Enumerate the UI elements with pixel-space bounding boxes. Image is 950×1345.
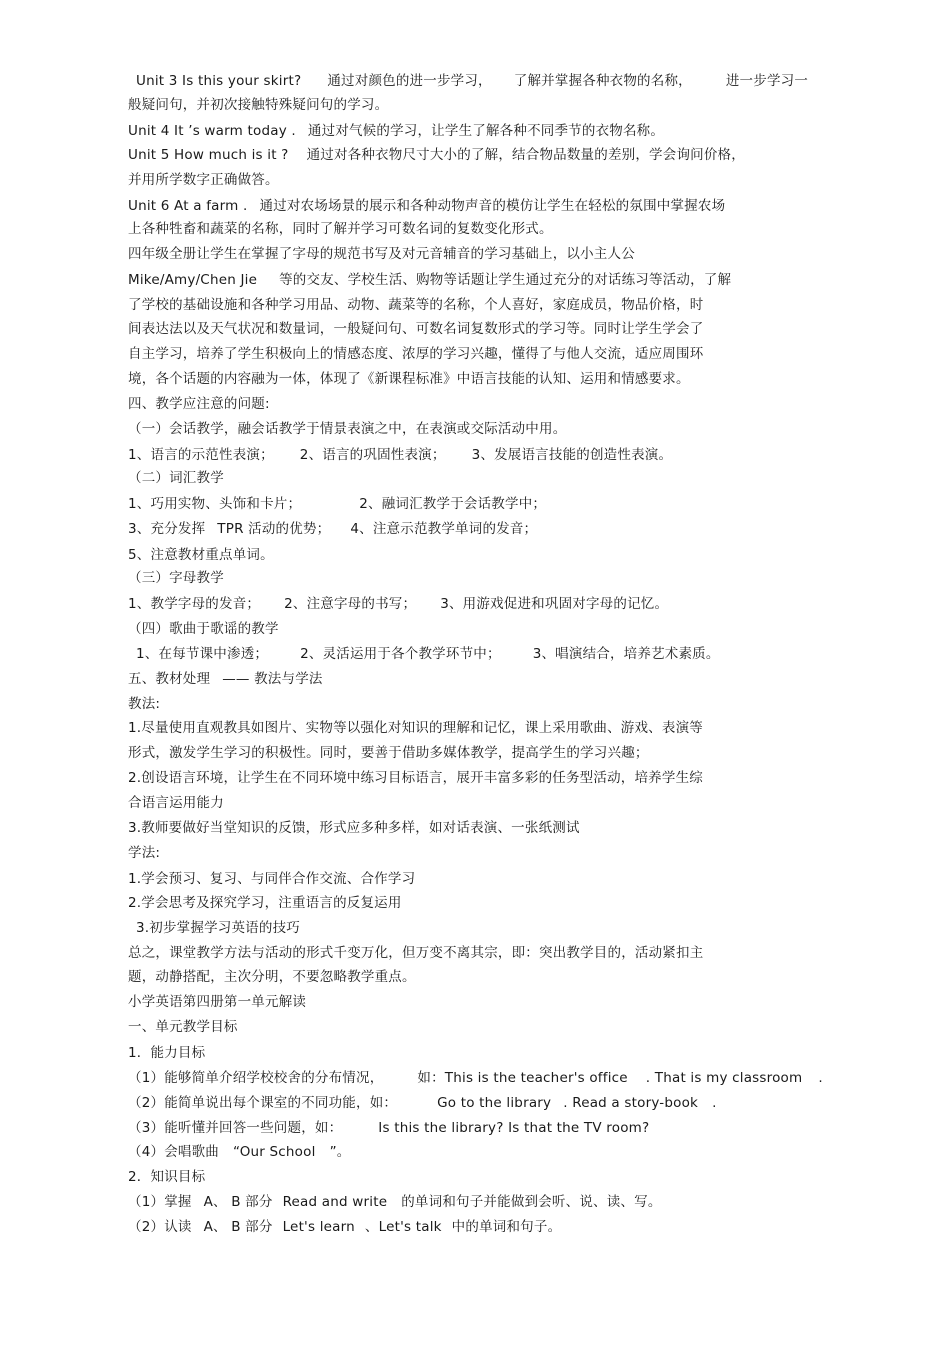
text-line bbox=[128, 1094, 717, 1112]
text-segment: Read and write bbox=[282, 1194, 388, 1210]
text-segment: 境，各个话题的内容融为一体，体现了《新课程标准》中语言技能的认知、运用和情感要求。 bbox=[128, 371, 690, 387]
text-line bbox=[128, 370, 690, 388]
text-line bbox=[128, 1218, 561, 1236]
list-item: （2）能简单说出每个课室的不同功能，如： bbox=[128, 1095, 398, 1111]
list-item: 3、唱演结合，培养艺术素质。 bbox=[532, 646, 720, 662]
unit-5-title: Unit 5 How much is it ? bbox=[128, 147, 289, 163]
list-item: 2、语言的巩固性表演； bbox=[299, 447, 446, 463]
text-segment: 1.尽量使用直观教具如图片、实物等以强化对知识的理解和记忆，课上采用歌曲、游戏、表演等 bbox=[128, 720, 703, 736]
text-segment: 1.学会预习、复习、与同伴合作交流、合作学习 bbox=[128, 871, 416, 887]
text-segment: 、Let's talk bbox=[364, 1219, 442, 1235]
text-segment: . Read a story-book bbox=[563, 1095, 699, 1111]
text-segment: 了学校的基础设施和各种学习用品、动物、蔬菜等的名称，个人喜好，家庭成员，物品价格，时 bbox=[128, 297, 704, 313]
text-line bbox=[128, 96, 388, 114]
subsection-heading bbox=[128, 420, 566, 438]
text-segment: 进一步学习一 bbox=[725, 73, 809, 89]
subsection-heading bbox=[128, 569, 224, 587]
text-line bbox=[128, 819, 580, 837]
text-segment: 合语言运用能力 bbox=[128, 795, 224, 811]
text-line bbox=[128, 220, 553, 238]
text-line bbox=[136, 72, 808, 90]
text-line bbox=[128, 146, 745, 164]
text-segment: 题，动静搭配，主次分明，不要忽略教学重点。 bbox=[128, 969, 416, 985]
list-item: （4）会唱歌曲 bbox=[128, 1144, 219, 1160]
list-item: 3、充分发挥 bbox=[128, 521, 206, 537]
subsection-heading bbox=[128, 1168, 205, 1186]
text-segment: 的单词和句子并能做到会听、说、读、写。 bbox=[401, 1194, 662, 1210]
text-segment: 并用所学数字正确做答。 bbox=[128, 172, 279, 188]
text-segment: 上各种牲畜和蔬菜的名称，同时了解并学习可数名词的复数变化形式。 bbox=[128, 221, 553, 237]
list-item: 1、语言的示范性表演； bbox=[128, 447, 274, 463]
text-line bbox=[128, 944, 703, 962]
text-segment: 形式，激发学生学习的积极性。同时，要善于借助多媒体教学，提高学生的学习兴趣； bbox=[128, 745, 649, 761]
text-line bbox=[136, 919, 300, 937]
text-line bbox=[128, 520, 537, 538]
text-line bbox=[128, 1119, 649, 1137]
text-line bbox=[128, 320, 703, 338]
text-segment: 教法: bbox=[128, 696, 161, 712]
text-segment: 一、单元教学目标 bbox=[128, 1019, 238, 1035]
text-segment: 通过对农场场景的展示和各种动物声音的模仿让学生在轻松的氛围中掌握农场 bbox=[259, 198, 726, 214]
subsection-heading bbox=[128, 1044, 205, 1062]
text-line bbox=[128, 1069, 823, 1087]
text-line bbox=[128, 495, 546, 513]
list-item: 2、灵活运用于各个教学环节中； bbox=[300, 646, 501, 662]
text-segment: 中的单词和句子。 bbox=[451, 1219, 562, 1235]
text-line bbox=[128, 968, 416, 986]
list-item: 2、注意字母的书写； bbox=[284, 596, 417, 612]
text-line bbox=[128, 197, 725, 215]
text-segment: 四年级全册让学生在掌握了字母的规范书写及对元音辅音的学习基础上，以小主人公 bbox=[128, 246, 635, 262]
text-segment: 通过对各种衣物尺寸大小的了解，结合物品数量的差别，学会询问价格， bbox=[306, 147, 745, 163]
text-line bbox=[128, 769, 703, 787]
section-heading bbox=[128, 670, 323, 688]
text-line bbox=[128, 844, 160, 862]
section-heading bbox=[128, 1018, 238, 1036]
text-line bbox=[128, 345, 703, 363]
text-line bbox=[128, 546, 274, 564]
text-segment: 2．知识目标 bbox=[128, 1169, 206, 1185]
text-segment: 般疑问句，并初次接触特殊疑问句的学习。 bbox=[128, 97, 389, 113]
text-segment: 5、注意教材重点单词。 bbox=[128, 547, 274, 563]
text-line bbox=[128, 446, 672, 464]
text-segment: Go to the library bbox=[437, 1095, 552, 1111]
subsection-heading bbox=[128, 620, 279, 638]
text-segment: 五、教材处理 bbox=[128, 671, 211, 687]
text-segment: 1．能力目标 bbox=[128, 1045, 206, 1061]
text-segment: 通过对颜色的进一步学习， bbox=[327, 73, 492, 89]
text-segment: 总之，课堂教学方法与活动的形式千变万化，但万变不离其宗，即：突出教学目的，活动紧扣主 bbox=[128, 945, 704, 961]
text-line bbox=[128, 695, 160, 713]
text-segment: 等的交友、学校生活、购物等话题让学生通过充分的对话练习等活动，了解 bbox=[279, 272, 732, 288]
text-segment: . That is my classroom bbox=[645, 1070, 803, 1086]
text-line bbox=[128, 794, 224, 812]
text-line bbox=[128, 271, 731, 289]
text-segment: （四）歌曲于歌谣的教学 bbox=[128, 621, 279, 637]
text-segment: “Our School bbox=[233, 1144, 316, 1160]
text-segment: 2.创设语言环境，让学生在不同环境中练习目标语言，展开丰富多彩的任务型活动，培养学生综 bbox=[128, 770, 703, 786]
list-item: 3、发展语言技能的创造性表演。 bbox=[471, 447, 673, 463]
list-item: TPR 活动的优势； bbox=[217, 521, 331, 537]
text-segment: 3.教师要做好当堂知识的反馈，形式应多种多样，如对话表演、一张纸测试 bbox=[128, 820, 580, 836]
text-segment: A、 B 部分 bbox=[203, 1219, 273, 1235]
list-item: 3、用游戏促进和巩固对字母的记忆。 bbox=[440, 596, 669, 612]
list-item: 4、注意示范教学单词的发音； bbox=[350, 521, 538, 537]
list-item: 1、在每节课中渗透； bbox=[136, 646, 269, 662]
text-line bbox=[128, 894, 402, 912]
unit-4-title: Unit 4 It ’s warm today . bbox=[128, 123, 296, 139]
text-segment: 了解并掌握各种衣物的名称， bbox=[513, 73, 692, 89]
text-segment: （一）会话教学，融会话教学于情景表演之中，在表演或交际活动中用。 bbox=[128, 421, 567, 437]
list-item: （3）能听懂并回答一些问题，如： bbox=[128, 1120, 343, 1136]
text-segment: . bbox=[818, 1070, 823, 1086]
text-segment: （三）字母教学 bbox=[128, 570, 224, 586]
text-line bbox=[128, 595, 668, 613]
text-line bbox=[128, 870, 415, 888]
text-segment: 如：This is the teacher's office bbox=[417, 1070, 628, 1086]
list-item: 1、教学字母的发音； bbox=[128, 596, 261, 612]
text-segment: 间表达法以及天气状况和数量词，一般疑问句、可数名词复数形式的学习等。同时让学生学会了 bbox=[128, 321, 704, 337]
text-line bbox=[136, 645, 720, 663]
text-segment: A、 B 部分 bbox=[203, 1194, 273, 1210]
text-line bbox=[128, 1193, 662, 1211]
list-item: 2、融词汇教学于会话教学中； bbox=[359, 496, 547, 512]
text-segment: Let's learn bbox=[282, 1219, 355, 1235]
text-line bbox=[128, 245, 635, 263]
list-item: 1、巧用实物、头饰和卡片； bbox=[128, 496, 302, 512]
text-segment: 2.学会思考及探究学习，注重语言的反复运用 bbox=[128, 895, 402, 911]
text-segment: . bbox=[712, 1095, 717, 1111]
text-segment: 自主学习，培养了学生积极向上的情感态度、浓厚的学习兴趣，懂得了与他人交流，适应周围环 bbox=[128, 346, 704, 362]
text-segment: —— 教法与学法 bbox=[222, 671, 323, 687]
list-item: （1）掌握 bbox=[128, 1194, 192, 1210]
text-segment: ”。 bbox=[329, 1144, 351, 1160]
text-segment: 通过对气候的学习，让学生了解各种不同季节的衣物名称。 bbox=[307, 123, 665, 139]
text-segment: Mike/Amy/Chen Jie bbox=[128, 272, 258, 288]
list-item: （2）认读 bbox=[128, 1219, 192, 1235]
text-line bbox=[128, 122, 664, 140]
text-line bbox=[128, 171, 279, 189]
unit-6-title: Unit 6 At a farm . bbox=[128, 198, 248, 214]
subsection-heading bbox=[128, 469, 224, 487]
text-line bbox=[128, 296, 703, 314]
list-item: （1）能够简单介绍学校校舍的分布情况， bbox=[128, 1070, 384, 1086]
text-segment: Is this the library? Is that the TV room? bbox=[378, 1120, 650, 1136]
text-segment: （二）词汇教学 bbox=[128, 470, 224, 486]
text-segment: 3.初步掌握学习英语的技巧 bbox=[136, 920, 300, 936]
text-segment: 四、教学应注意的问题: bbox=[128, 396, 270, 412]
text-segment: 小学英语第四册第一单元解读 bbox=[128, 994, 307, 1010]
unit-3-title: Unit 3 Is this your skirt? bbox=[136, 73, 302, 89]
document-title bbox=[128, 993, 306, 1011]
section-heading bbox=[128, 395, 270, 413]
text-line bbox=[128, 744, 649, 762]
text-line bbox=[128, 719, 703, 737]
text-line bbox=[128, 1143, 350, 1161]
text-segment: 学法: bbox=[128, 845, 161, 861]
